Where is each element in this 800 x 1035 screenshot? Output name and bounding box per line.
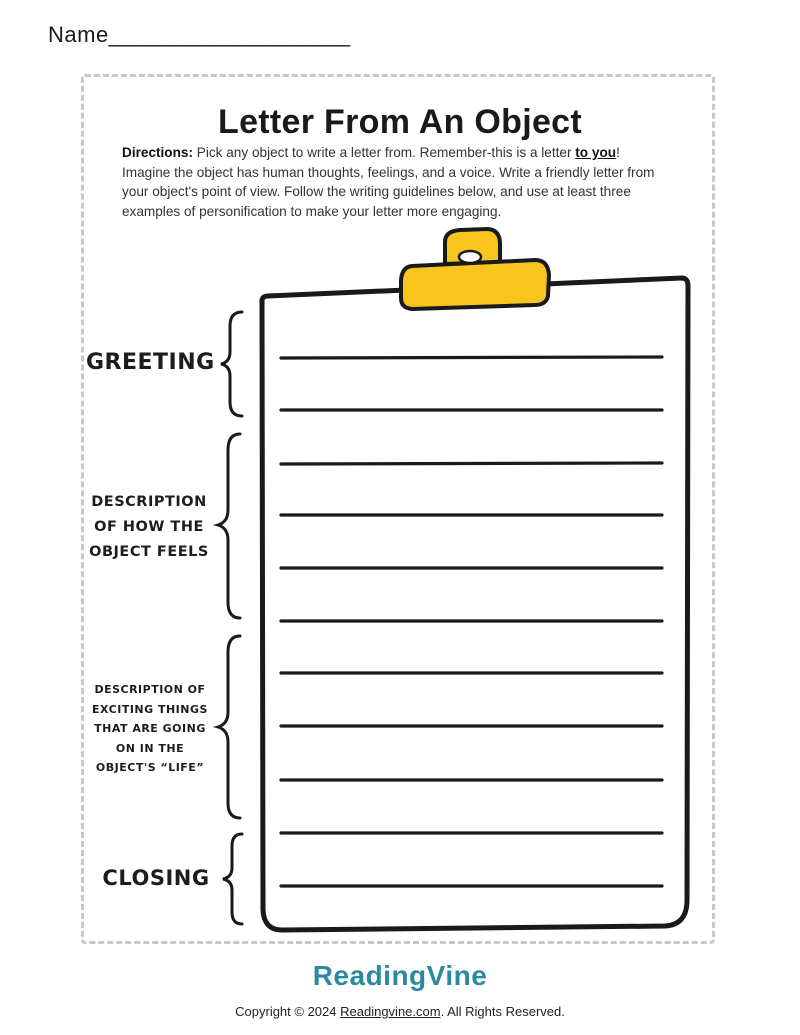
copyright-prefix: Copyright © 2024 [235, 1004, 341, 1019]
exciting-label-line: OBJECT'S “LIFE” [95, 761, 205, 774]
clip-hole [459, 251, 481, 263]
feels-label-line: OBJECT FEELS [89, 544, 209, 560]
feels-label-line: DESCRIPTION [91, 494, 207, 510]
feels-label [88, 490, 210, 565]
feels-label-line: OF HOW THE [94, 519, 204, 535]
exciting-label-line: THAT ARE GOING [94, 722, 206, 735]
closing-brace [223, 834, 242, 924]
directions-text-part-a: Pick any object to write a letter from. Remember-this is a letter [193, 145, 576, 160]
feels-brace [218, 434, 240, 618]
exciting-brace [218, 636, 240, 818]
exciting-label-line: DESCRIPTION OF [94, 683, 206, 696]
closing-label: CLOSING [102, 866, 210, 890]
copyright-suffix: . All Rights Reserved. [440, 1004, 565, 1019]
exciting-label-line: EXCITING THINGS [92, 702, 208, 716]
directions-emphasis: to you [575, 145, 617, 160]
writing-line [281, 463, 662, 464]
exciting-label-line: ON IN THE [115, 741, 185, 755]
copyright-notice [0, 1004, 800, 1019]
greeting-label: GREETING [86, 350, 215, 375]
directions-label: Directions: [122, 145, 194, 160]
readingvine-link[interactable]: Readingvine.com [340, 1004, 441, 1019]
greeting-brace [221, 312, 242, 416]
exciting-label [88, 680, 212, 778]
clip-base [401, 260, 549, 309]
directions-text-part-b: ! Imagine the object has human thoughts, feelings, and a voice. Write a friendly letter from your object's point of view. Follow the writing guidelines below, and use at least three examples of personification to make your letter more engaging. [122, 145, 655, 219]
name-field-label: Name___________________ [48, 22, 351, 47]
page-title: Letter From An Object [218, 103, 582, 141]
writing-line [281, 357, 662, 358]
brand-logo: ReadingVine [312, 960, 488, 991]
